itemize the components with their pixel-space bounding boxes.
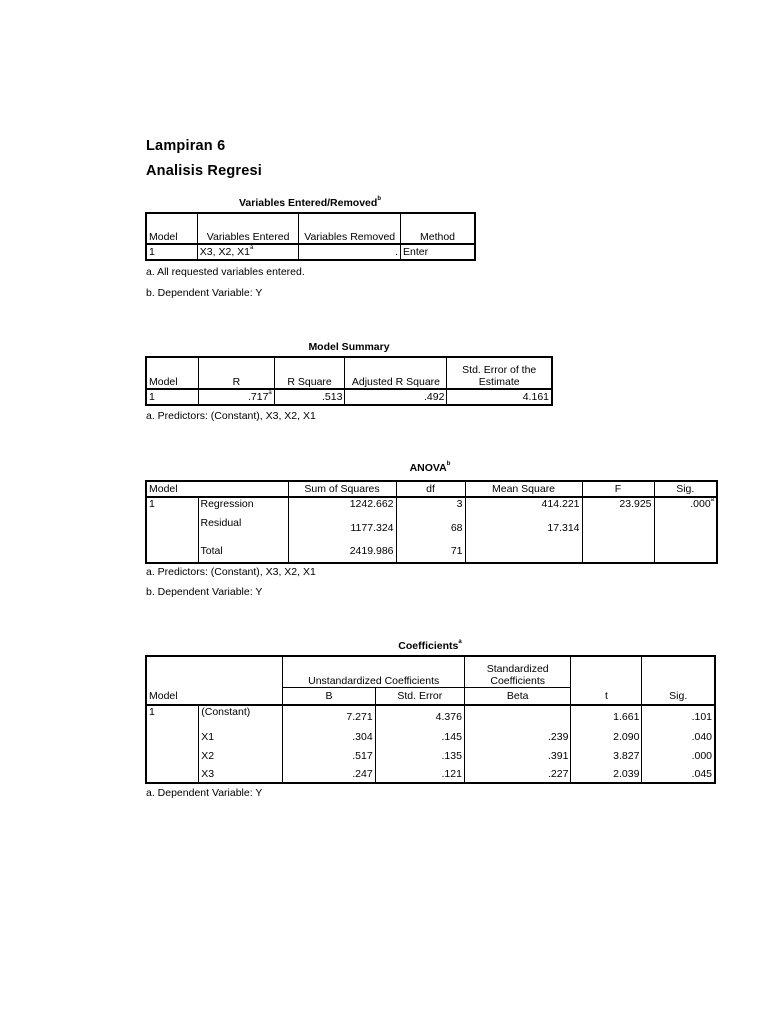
row-label-x1: X1 <box>199 727 283 747</box>
row-label-regression: Regression <box>198 497 288 517</box>
col-model: Model <box>146 687 283 705</box>
cell-empty <box>571 656 642 687</box>
cell-beta: .227 <box>464 765 570 783</box>
cell-f <box>582 539 654 563</box>
col-f: F <box>582 481 654 497</box>
cell-b: .517 <box>283 747 375 765</box>
anova-title: ANOVA$^b$ <box>409 461 451 474</box>
cell-beta: .239 <box>464 727 570 747</box>
coefficients-table <box>145 655 716 784</box>
cell-df: 71 <box>396 539 465 563</box>
col-model: Model <box>146 213 197 244</box>
cell-sig: .101 <box>642 705 715 727</box>
cell-se: .135 <box>375 747 464 765</box>
row-label-residual: Residual <box>198 517 288 539</box>
col-model: Model <box>146 481 288 497</box>
cell-empty <box>642 656 715 687</box>
row-label-constant: (Constant) <box>199 705 283 727</box>
cell-r: .717$^a$ <box>199 389 275 405</box>
cell-t: 3.827 <box>571 747 642 765</box>
cell-sig: .000$^a$ <box>654 497 717 517</box>
col-method: Method <box>401 213 475 244</box>
col-std-error: Std. Error <box>375 687 464 705</box>
model-summary-table <box>145 356 553 406</box>
footnote: a. Dependent Variable: Y <box>146 787 263 799</box>
cell-method: Enter <box>401 244 475 260</box>
cell-model: 1 <box>146 389 199 405</box>
cell-model-empty <box>146 727 199 747</box>
col-sig: Sig. <box>654 481 717 497</box>
cell-ms: 17.314 <box>465 517 582 539</box>
col-t: t <box>571 687 642 705</box>
cell-beta: .391 <box>464 747 570 765</box>
variables-entered-table <box>145 212 476 261</box>
cell-empty <box>146 656 283 687</box>
col-group-unstandardized: Unstandardized Coefficients <box>283 656 465 687</box>
cell-sig: .045 <box>642 765 715 783</box>
col-b: B <box>283 687 375 705</box>
cell-df: 68 <box>396 517 465 539</box>
footnote: a. All requested variables entered. <box>146 266 305 278</box>
row-label-x3: X3 <box>199 765 283 783</box>
cell-sig <box>654 517 717 539</box>
cell-beta <box>464 705 570 727</box>
cell-model-empty <box>146 765 199 783</box>
col-mean-square: Mean Square <box>465 481 582 497</box>
cell-std-error: 4.161 <box>447 389 552 405</box>
footnote: b. Dependent Variable: Y <box>146 586 263 598</box>
cell-se: 4.376 <box>375 705 464 727</box>
col-model: Model <box>146 357 199 389</box>
col-variables-removed: Variables Removed <box>299 213 401 244</box>
cell-removed: . <box>299 244 401 260</box>
variables-table-title: Variables Entered/Removed$^b$ <box>239 196 381 209</box>
cell-df: 3 <box>396 497 465 517</box>
col-r: R <box>199 357 275 389</box>
page-title: Analisis Regresi <box>146 163 263 179</box>
cell-ss: 1242.662 <box>288 497 396 517</box>
col-sum-of-squares: Sum of Squares <box>288 481 396 497</box>
col-r-square: R Square <box>274 357 345 389</box>
model-summary-title: Model Summary <box>308 341 390 353</box>
cell-model-empty <box>146 539 198 563</box>
cell-ms: 414.221 <box>465 497 582 517</box>
cell-t: 1.661 <box>571 705 642 727</box>
cell-ss: 2419.986 <box>288 539 396 563</box>
cell-f: 23.925 <box>582 497 654 517</box>
cell-r-square: .513 <box>274 389 345 405</box>
footnote: a. Predictors: (Constant), X3, X2, X1 <box>146 410 316 422</box>
col-sig: Sig. <box>642 687 715 705</box>
cell-b: .247 <box>283 765 375 783</box>
appendix-label: Lampiran 6 <box>146 138 226 154</box>
col-adjusted-r-square: Adjusted R Square <box>345 357 447 389</box>
cell-f <box>582 517 654 539</box>
cell-adjusted-r-square: .492 <box>345 389 447 405</box>
col-variables-entered: Variables Entered <box>197 213 299 244</box>
col-df: df <box>396 481 465 497</box>
col-std-error: Std. Error of the Estimate <box>447 357 552 389</box>
cell-b: 7.271 <box>283 705 375 727</box>
anova-table <box>145 480 718 564</box>
cell-sig: .040 <box>642 727 715 747</box>
col-group-standardized: Standardized Coefficients <box>464 656 570 687</box>
footnote: b. Dependent Variable: Y <box>146 287 263 299</box>
cell-t: 2.039 <box>571 765 642 783</box>
cell-model: 1 <box>146 497 198 517</box>
cell-entered: X3, X2, X1$^a$ <box>197 244 299 260</box>
cell-se: .121 <box>375 765 464 783</box>
cell-model-empty <box>146 517 198 539</box>
coefficients-title: Coefficients$^a$ <box>398 639 462 652</box>
cell-t: 2.090 <box>571 727 642 747</box>
row-label-total: Total <box>198 539 288 563</box>
cell-model: 1 <box>146 244 197 260</box>
row-label-x2: X2 <box>199 747 283 765</box>
cell-sig: .000 <box>642 747 715 765</box>
cell-sig <box>654 539 717 563</box>
cell-b: .304 <box>283 727 375 747</box>
cell-model: 1 <box>146 705 199 727</box>
cell-ms <box>465 539 582 563</box>
cell-se: .145 <box>375 727 464 747</box>
footnote: a. Predictors: (Constant), X3, X2, X1 <box>146 566 316 578</box>
cell-ss: 1177.324 <box>288 517 396 539</box>
col-beta: Beta <box>464 687 570 705</box>
cell-model-empty <box>146 747 199 765</box>
